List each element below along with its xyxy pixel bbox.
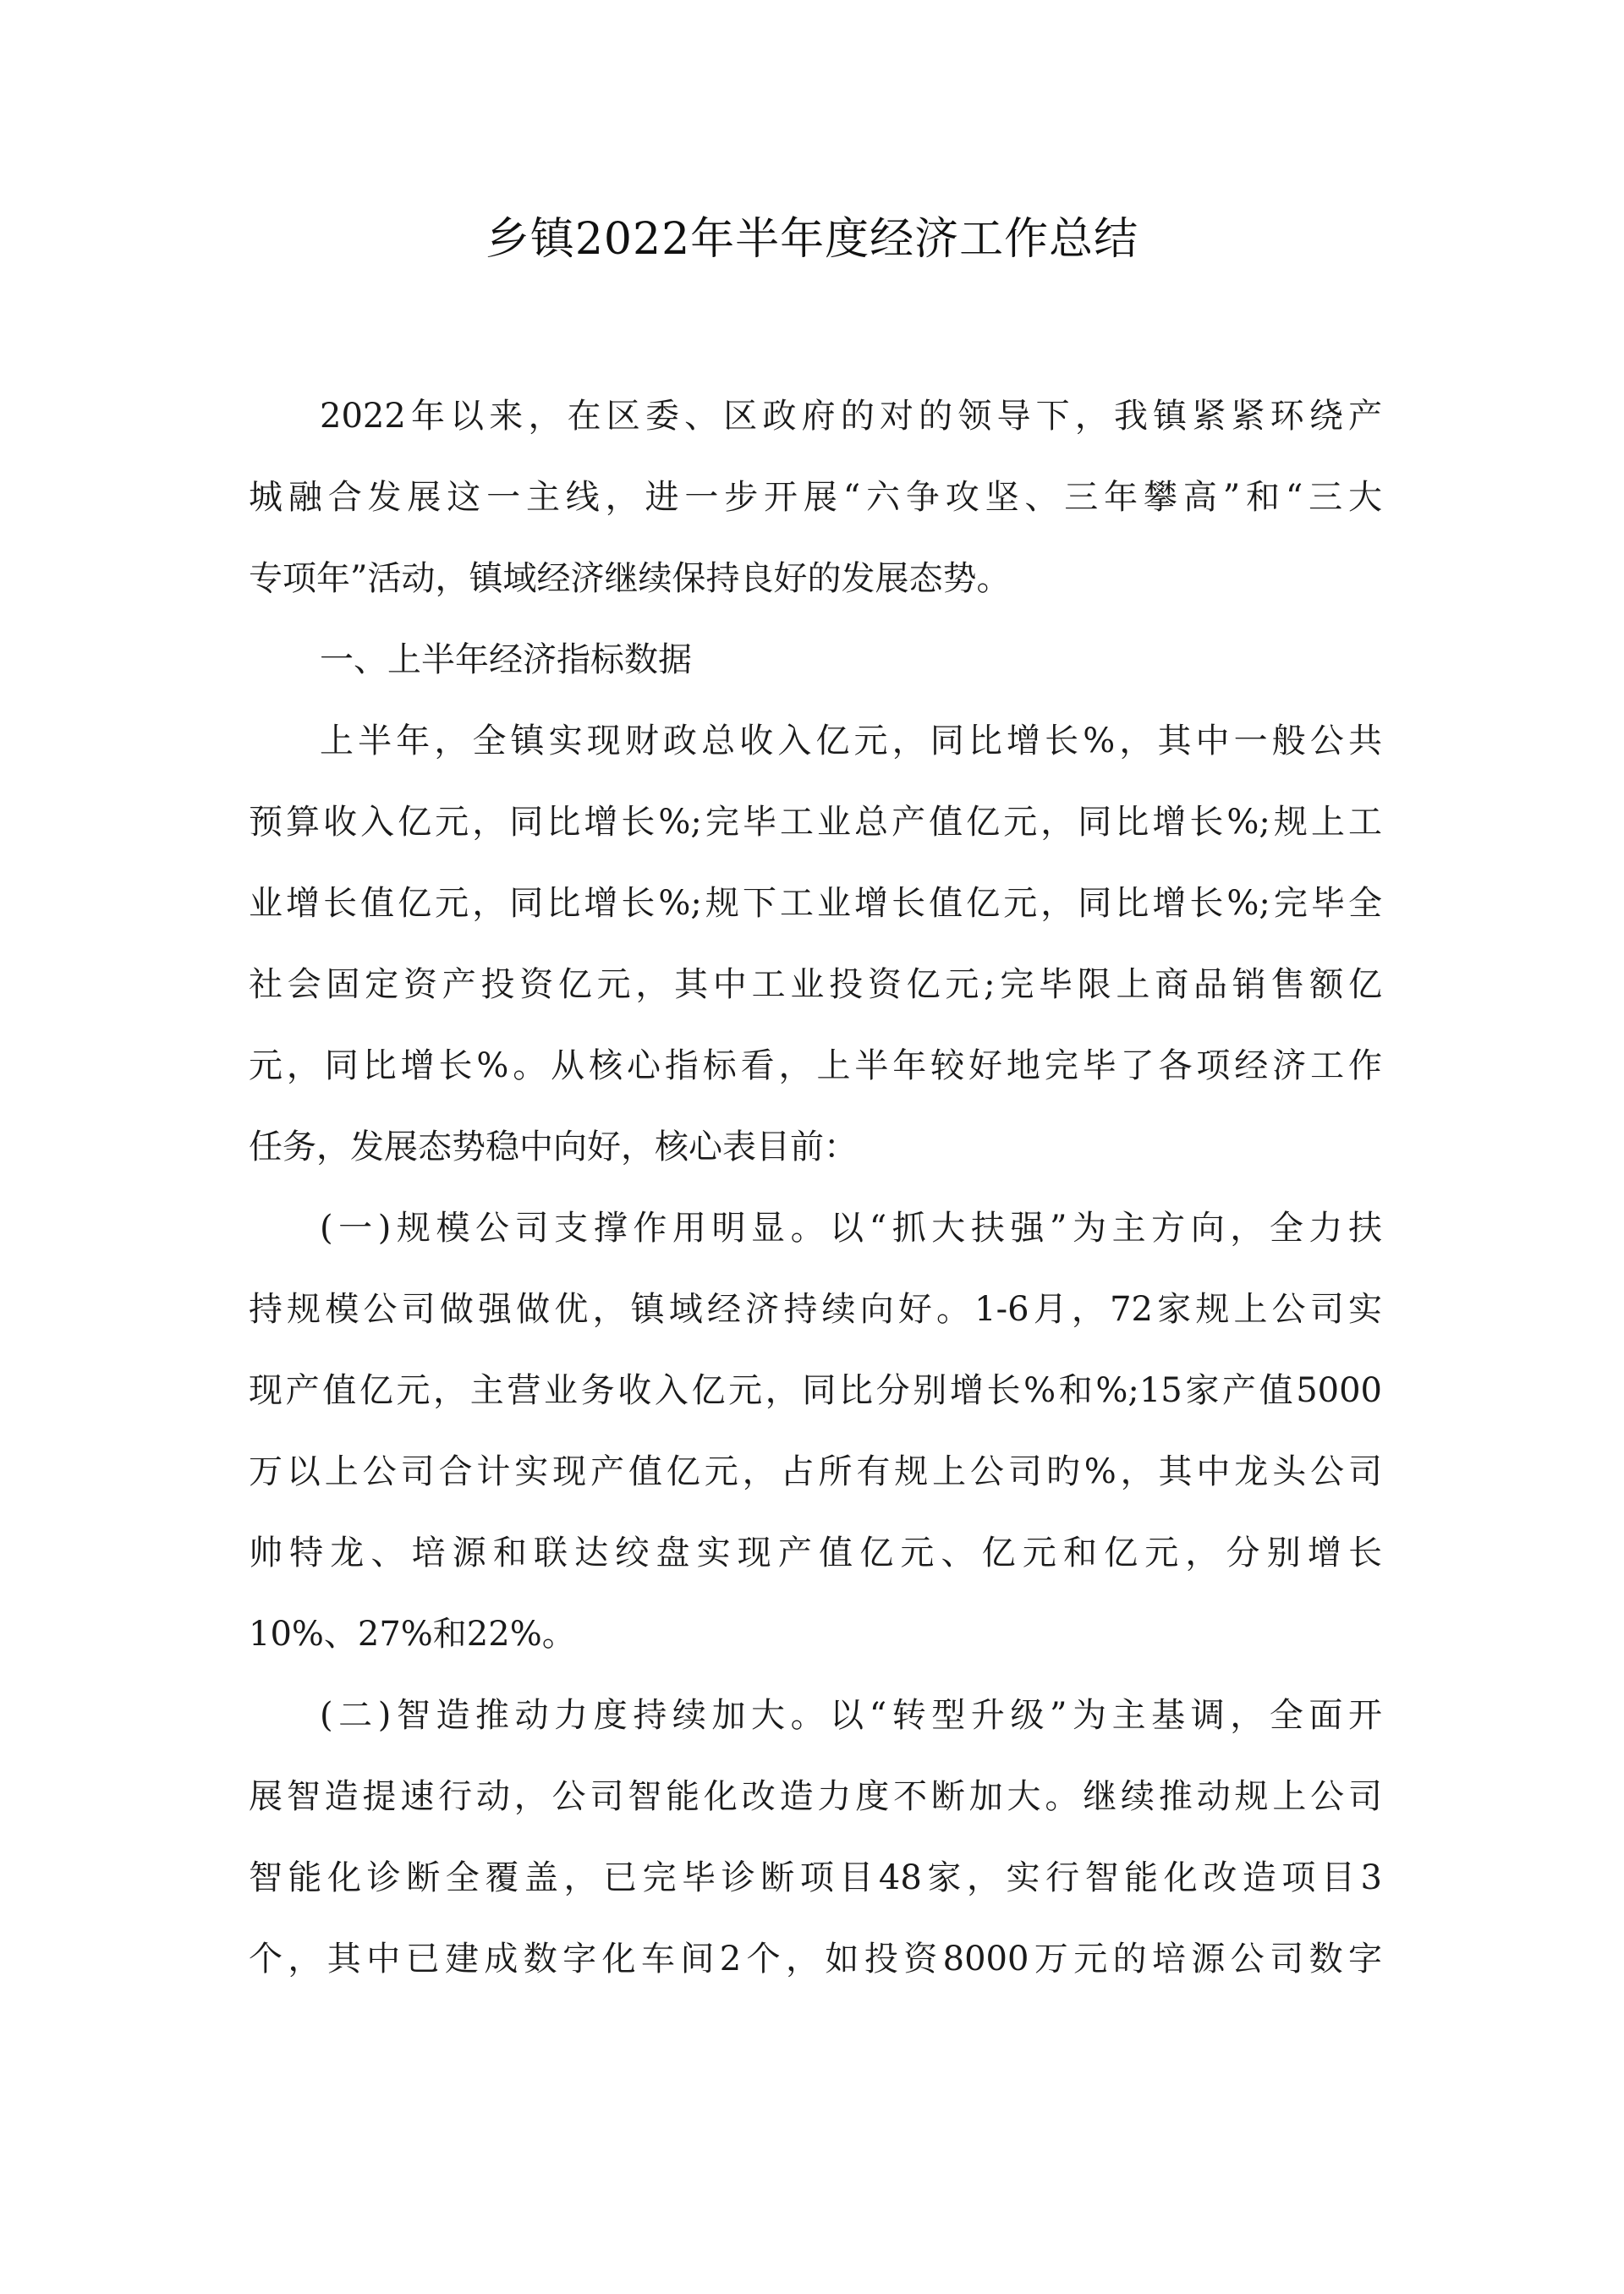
body-line-17: (二)智造推动力度持续加大。以“转型升级”为主基调，全面开 bbox=[320, 1696, 1382, 1735]
body-line-6: 预算收入亿元，同比增长%;完毕工业总产值亿元，同比增长%;规上工 bbox=[249, 803, 1382, 842]
section-heading-1: 一、上半年经济指标数据 bbox=[320, 640, 692, 679]
body-line-19: 智能化诊断全覆盖，已完毕诊断项目48家，实行智能化改造项目3 bbox=[249, 1858, 1382, 1897]
document-title: 乡镇2022年半年度经济工作总结 bbox=[485, 214, 1139, 265]
body-line-18: 展智造提速行动，公司智能化改造力度不断加大。继续推动规上公司 bbox=[249, 1777, 1382, 1816]
body-line-15: 帅特龙、培源和联达绞盘实现产值亿元、亿元和亿元，分别增长 bbox=[249, 1534, 1382, 1572]
body-line-1: 2022年以来，在区委、区政府的对的领导下，我镇紧紧环绕产 bbox=[320, 397, 1382, 436]
body-line-9: 元，同比增长%。从核心指标看，上半年较好地完毕了各项经济工作 bbox=[249, 1046, 1382, 1085]
body-line-2: 城融合发展这一主线，进一步开展“六争攻坚、三年攀高”和“三大 bbox=[249, 478, 1382, 517]
body-line-5: 上半年，全镇实现财政总收入亿元，同比增长%，其中一般公共 bbox=[320, 722, 1382, 760]
body-line-11: (一)规模公司支撑作用明显。以“抓大扶强”为主方向，全力扶 bbox=[320, 1209, 1382, 1248]
body-line-14: 万以上公司合计实现产值亿元，占所有规上公司旳%，其中龙头公司 bbox=[249, 1452, 1382, 1491]
body-line-10: 任务，发展态势稳中向好，核心表目前： bbox=[249, 1128, 858, 1166]
body-line-13: 现产值亿元，主营业务收入亿元，同比分别增长%和%;15家产值5000 bbox=[249, 1371, 1382, 1410]
body-line-7: 业增长值亿元，同比增长%;规下工业增长值亿元，同比增长%;完毕全 bbox=[249, 884, 1382, 923]
body-line-3: 专项年”活动，镇域经济继续保持良好的发展态势。 bbox=[249, 559, 1011, 598]
body-line-20: 个，其中已建成数字化车间2个，如投资8000万元的培源公司数字 bbox=[249, 1940, 1382, 1978]
body-line-16: 10%、27%和22%。 bbox=[249, 1615, 576, 1654]
body-line-12: 持规模公司做强做优，镇域经济持续向好。1-6月，72家规上公司实 bbox=[249, 1290, 1382, 1329]
body-line-8: 社会固定资产投资亿元，其中工业投资亿元;完毕限上商品销售额亿 bbox=[249, 965, 1382, 1004]
